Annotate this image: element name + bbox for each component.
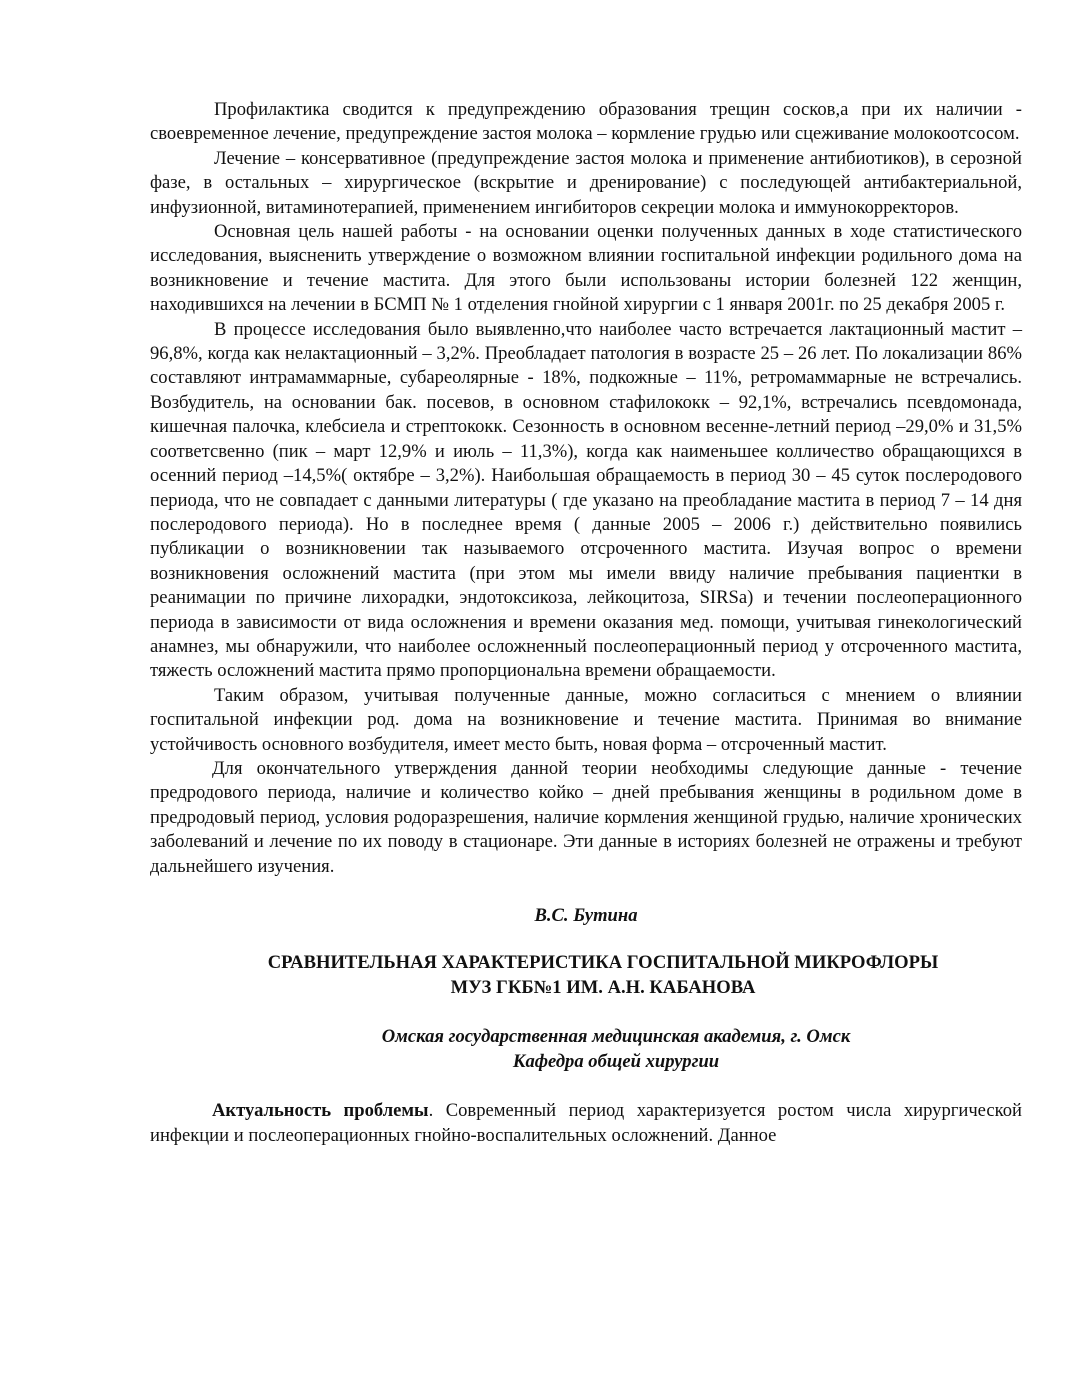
paragraph-findings: В процессе исследования было выявленно,что наиболее часто встречается лактационный мастит – 96,8%, когда как нелактационный – 3,2%. Преобладает патология в возрасте 25 – 26 лет. По локализации 86% составляют интрамаммарные, субареолярные - 18%, подкожные – 11%, ретромаммарные не встречались. Возбудитель, на основании бак. посевов, в основном стафилококк – 92,1%, встречались псевдомонада, кишечная палочка, клебсиела и стрептококк. Сезонность в основном весенне-летний период –29,0% и 31,5% соответсвенно (пик – март 12,9% и июль – 11,3%), когда как наименьшее колличество обращающихся в осенний период –14,5%( октябре – 3,2%). Наибольшая обращаемость в период 30 – 45 суток послеродового периода, что не совпадает с данными литературы ( где указано на преобладание мастита в период 7 – 14 дня послеродового периода). Но в последнее время ( данные 2005 – 2006 г.) действительно появились публикации о возникновении так называемого отсроченного мастита. Изучая вопрос о времени возникновения осложнений мастита (при этом мы имели ввиду наличие пребывания пациентки в реанимации по причине лихорадки, эндотоксикоза, лейкоцитоза, SIRSa) и течении послеоперационного периода в зависимости от вида осложнения и времени оказания мед. помощи, учитывая гинекологический анамнез, мы обнаружили, что наиболее осложненный послеоперационный период у отсроченного мастита, тяжесть осложнений мастита прямо пропорциональна времени обращаемости. [150, 318, 1022, 682]
affiliation-department: Кафедра общей хирургии [512, 1051, 720, 1073]
relevance-text: . Современный период характеризуется ростом числа хирургической инфекции и послеоперационных гнойно-воспалительных осложнений. Данное [150, 1100, 1022, 1146]
article-title-line-2: МУЗ ГКБ№1 ИМ. А.Н. КАБАНОВА [450, 977, 756, 999]
relevance-label: Актуальность проблемы [212, 1100, 429, 1122]
document-page [150, 98, 1022, 1148]
paragraph-goal: Основная цель нашей работы - на основании оценки полученных данных в ходе статистического исследования, выясненить утверждение о возможном влиянии госпитальной инфекции родильного дома на возникновение и течение мастита. Для этого были использованы истории болезней 122 женщин, находившихся на лечении в БСМП № 1 отделения гнойной хирургии с 1 января 2001г. по 25 декабря 2005 г. [150, 221, 1022, 316]
article-title-line-1: СРАВНИТЕЛЬНАЯ ХАРАКТЕРИСТИКА ГОСПИТАЛЬНОЙ МИКРОФЛОРЫ [267, 952, 939, 974]
relevance-paragraph [150, 1099, 1022, 1148]
article-title [150, 950, 1022, 1000]
author-name: В.С. Бутина [534, 905, 638, 926]
paragraph-conclusion: Таким образом, учитывая полученные данные, можно согласиться с мнением о влиянии госпитальной инфекции род. дома на возникновение и течение мастита. Принимая во внимание устойчивость основного возбудителя, имеет место быть, новая форма – отсроченный мастит. [150, 684, 1022, 755]
paragraph-treatment: Лечение – консервативное (предупреждение застоя молока и применение антибиотиков), в серозной фазе, в остальных – хирургическое (вскрытие и дренирование) с последующей антибактериальной, инфузионной, витаминотерапией, применением ингибиторов секреции молока и иммунокорректоров. [150, 147, 1022, 218]
affiliation-institution: Омская государственная медицинская академия, г. Омск [381, 1026, 851, 1048]
paragraph-prevention: Профилактика сводится к предупреждению образования трещин сосков,а при их наличии - своевременное лечение, предупреждение застоя молока – кормление грудью или сцеживание молокоотсосом. [150, 99, 1022, 145]
paragraph-further-study: Для окончательного утверждения данной теории необходимы следующие данные - течение предродового периода, наличие и количество койко – дней пребывания женщины в родильном доме в предродовый период, условия родоразрешения, наличие кормления женщиной грудью, наличие хронических заболеваний и лечение по их поводу в стационаре. Эти данные в историях болезней не отражены и требуют дальнейшего изучения. [150, 757, 1022, 877]
affiliation [150, 1024, 1022, 1074]
